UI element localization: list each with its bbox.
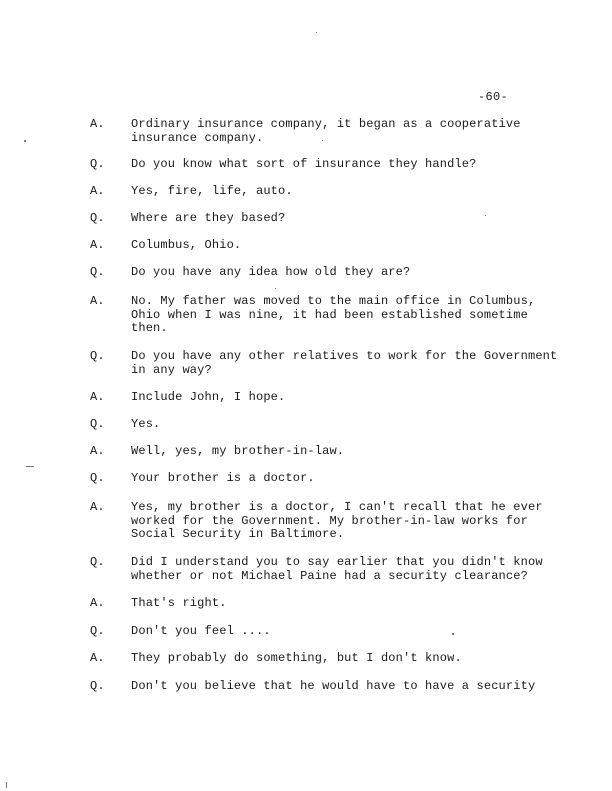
speaker-label: Q. — [90, 679, 105, 693]
speaker-label: Q. — [90, 211, 105, 225]
speaker-label: Q. — [90, 555, 105, 569]
entry-text: Don't you believe that he would have to have a security — [131, 679, 536, 693]
speaker-label: A. — [90, 117, 105, 131]
page-number: -60- — [478, 90, 509, 104]
speaker-label: Q. — [90, 265, 105, 279]
speaker-label: A. — [90, 294, 105, 308]
entry-text: Do you know what sort of insurance they handle? — [131, 157, 477, 171]
scan-speck — [316, 32, 317, 33]
speaker-label: A. — [90, 184, 105, 198]
speaker-label: A. — [90, 596, 105, 610]
entry-text: Well, yes, my brother-in-law. — [131, 444, 345, 458]
scan-speck — [485, 215, 486, 216]
entry-text: Don't you feel .... — [131, 624, 271, 638]
speaker-label: Q. — [90, 471, 105, 485]
entry-text: Did I understand you to say earlier that you didn't know whether or not Michael Paine had a security clearance? — [131, 555, 543, 583]
scan-speck — [322, 140, 323, 141]
entry-text: Columbus, Ohio. — [131, 238, 242, 252]
speaker-label: Q. — [90, 157, 105, 171]
entry-text: Yes. — [131, 417, 161, 431]
scan-speck — [24, 140, 26, 142]
scan-edge-mark — [26, 466, 34, 467]
entry-text: Include John, I hope. — [131, 390, 286, 404]
entry-text: Do you have any idea how old they are? — [131, 265, 411, 279]
speaker-label: A. — [90, 390, 105, 404]
entry-text: Yes, my brother is a doctor, I can't recall that he ever worked for the Government. My brother-in-law works for Social Security in Baltimore. — [131, 500, 543, 541]
entry-text: Your brother is a doctor. — [131, 471, 315, 485]
scan-speck — [275, 288, 276, 289]
speaker-label: Q. — [90, 624, 105, 638]
entry-text: No. My father was moved to the main office in Columbus, Ohio when I was nine, it had been established sometime then. — [131, 294, 536, 335]
speaker-label: Q. — [90, 349, 105, 363]
speaker-label: A. — [90, 500, 105, 514]
scan-speck — [452, 633, 454, 635]
entry-text: They probably do something, but I don't know. — [131, 651, 462, 665]
entry-text: Where are they based? — [131, 211, 286, 225]
entry-text: Do you have any other relatives to work for the Government in any way? — [131, 349, 558, 377]
entry-text: That's right. — [131, 596, 227, 610]
scan-edge-mark — [6, 782, 7, 788]
entry-text: Yes, fire, life, auto. — [131, 184, 293, 198]
speaker-label: A. — [90, 651, 105, 665]
speaker-label: A. — [90, 238, 105, 252]
speaker-label: A. — [90, 444, 105, 458]
speaker-label: Q. — [90, 417, 105, 431]
entry-text: Ordinary insurance company, it began as a cooperative insurance company. — [131, 117, 521, 145]
